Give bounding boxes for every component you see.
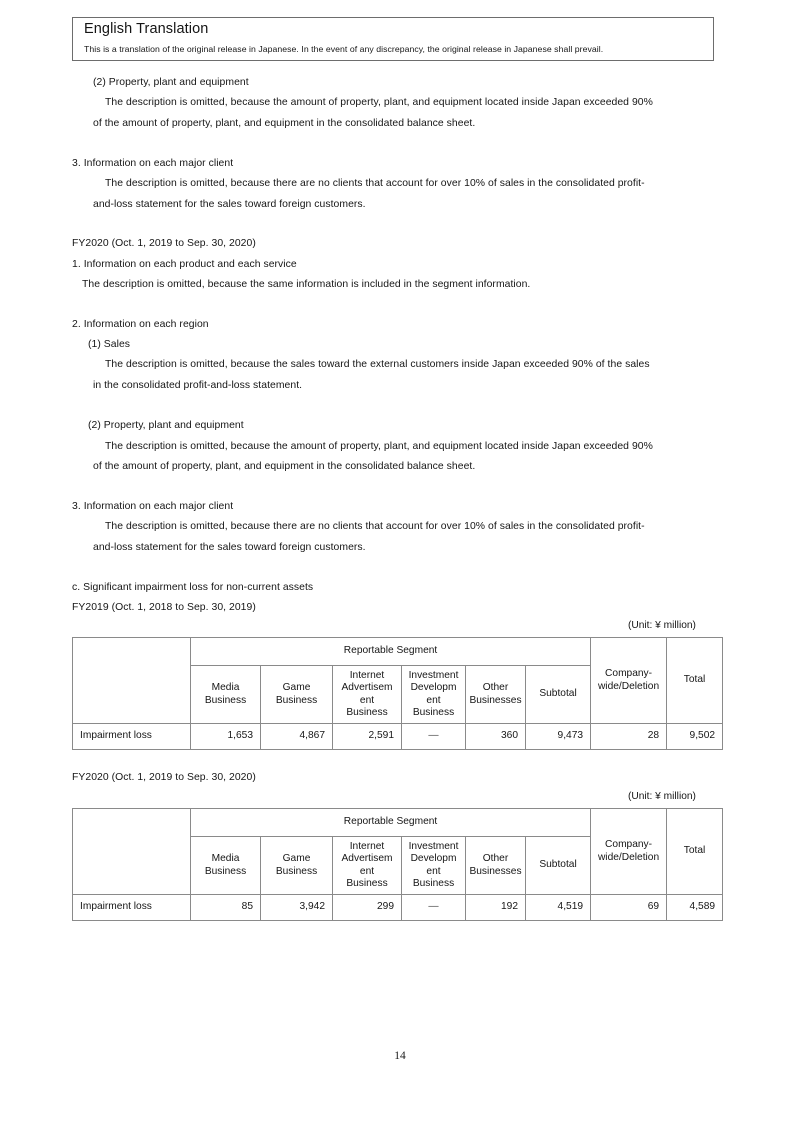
column-header-subtotal: Subtotal bbox=[526, 837, 591, 895]
company-wide-header bbox=[591, 809, 667, 895]
col-line: Business bbox=[412, 877, 455, 889]
corner-cell bbox=[73, 638, 191, 724]
english-translation-notice bbox=[72, 17, 714, 61]
cell-company-wide-deletion: 28 bbox=[591, 724, 667, 750]
col-line: Game bbox=[282, 682, 311, 694]
impairment-section-heading: c. Significant impairment loss for non-current assets bbox=[72, 582, 314, 593]
cell-media-business: 85 bbox=[191, 895, 261, 921]
reportable-segment-group-header: Reportable Segment bbox=[191, 638, 591, 666]
col-line: Internet bbox=[349, 670, 385, 682]
fy2019-sec2-2-line1: The description is omitted, because the amount of property, plant, and equipment located inside Japan exceeded 90% bbox=[105, 97, 653, 108]
reportable-segment-group-header: Reportable Segment bbox=[191, 809, 591, 837]
column-header-media-business bbox=[191, 666, 261, 724]
company-wide-header-line-2: wide/Deletion bbox=[597, 680, 660, 692]
column-header-internet-advertisement-business bbox=[333, 837, 402, 895]
fy2019-sec2-2-heading: (2) Property, plant and equipment bbox=[93, 77, 249, 88]
col-line: Media bbox=[211, 682, 240, 694]
col-line: Business bbox=[204, 694, 247, 706]
cell-internet-advertisement-business: 299 bbox=[333, 895, 402, 921]
fy2020-sec3-line1: The description is omitted, because there are no clients that account for over 10% of sales in the consolidated profit- bbox=[105, 521, 645, 532]
row-label-impairment-loss: Impairment loss bbox=[73, 724, 191, 750]
col-line: Business bbox=[275, 694, 318, 706]
fy2020-sec1-heading: 1. Information on each product and each service bbox=[72, 259, 297, 270]
fy2020-sec2-2-line2: of the amount of property, plant, and equipment in the consolidated balance sheet. bbox=[93, 461, 476, 472]
col-line: Developm bbox=[410, 682, 457, 694]
company-wide-header-line-1: Company- bbox=[605, 839, 653, 851]
fy2020-period: FY2020 (Oct. 1, 2019 to Sep. 30, 2020) bbox=[72, 238, 256, 249]
cell-total: 9,502 bbox=[667, 724, 723, 750]
col-line: Business bbox=[275, 865, 318, 877]
fy2020-sec2-1-heading: (1) Sales bbox=[88, 339, 131, 350]
column-header-investment-development-business bbox=[402, 666, 466, 724]
notice-title: English Translation bbox=[84, 21, 209, 37]
cell-subtotal: 9,473 bbox=[526, 724, 591, 750]
col-line: Businesses bbox=[469, 694, 522, 706]
cell-investment-development-business: ― bbox=[402, 895, 466, 921]
cell-game-business: 3,942 bbox=[261, 895, 333, 921]
fy2020-sec3-heading: 3. Information on each major client bbox=[72, 501, 234, 512]
column-header-investment-development-business bbox=[402, 837, 466, 895]
col-line: Internet bbox=[349, 841, 385, 853]
cell-subtotal: 4,519 bbox=[526, 895, 591, 921]
fy2019-table-period: FY2019 (Oct. 1, 2018 to Sep. 30, 2019) bbox=[72, 602, 256, 613]
col-line: Investment bbox=[408, 841, 459, 853]
fy2020-sec2-heading: 2. Information on each region bbox=[72, 319, 209, 330]
col-line: Developm bbox=[410, 853, 457, 865]
row-label-impairment-loss: Impairment loss bbox=[73, 895, 191, 921]
table-header-row-group bbox=[73, 809, 723, 837]
column-header-game-business bbox=[261, 666, 333, 724]
column-header-other-businesses bbox=[466, 666, 526, 724]
column-header-media-business bbox=[191, 837, 261, 895]
corner-cell bbox=[73, 809, 191, 895]
col-line: Businesses bbox=[469, 865, 522, 877]
company-wide-header bbox=[591, 638, 667, 724]
cell-game-business: 4,867 bbox=[261, 724, 333, 750]
page-number: 14 bbox=[394, 1050, 406, 1062]
fy2020-table-period: FY2020 (Oct. 1, 2019 to Sep. 30, 2020) bbox=[72, 772, 256, 783]
notice-subtitle: This is a translation of the original release in Japanese. In the event of any discrepancy, the original release in Japanese shall prevail. bbox=[84, 44, 604, 54]
fy2020-sec2-2-line1: The description is omitted, because the amount of property, plant, and equipment located inside Japan exceeded 90% bbox=[105, 441, 653, 452]
col-line: Other bbox=[482, 682, 509, 694]
column-header-internet-advertisement-business bbox=[333, 666, 402, 724]
total-header: Total bbox=[667, 638, 723, 724]
col-line: Business bbox=[346, 706, 388, 718]
fy2019-sec3-line1: The description is omitted, because there are no clients that account for over 10% of sales in the consolidated profit- bbox=[105, 178, 645, 189]
col-line: Media bbox=[211, 853, 240, 865]
col-line: Game bbox=[282, 853, 311, 865]
fy2019-unit-label: (Unit: ¥ million) bbox=[628, 620, 696, 631]
col-line: ent bbox=[426, 865, 441, 877]
column-header-game-business bbox=[261, 837, 333, 895]
fy2020-sec2-1-line2: in the consolidated profit-and-loss statement. bbox=[93, 380, 303, 391]
col-line: ent bbox=[359, 694, 375, 706]
col-line: Advertisem bbox=[341, 682, 393, 694]
table-header-row-group bbox=[73, 638, 723, 666]
fy2020-sec1-line1: The description is omitted, because the same information is included in the segment information. bbox=[82, 279, 531, 290]
fy2020-sec2-2-heading: (2) Property, plant and equipment bbox=[88, 420, 244, 431]
cell-other-businesses: 192 bbox=[466, 895, 526, 921]
table-row bbox=[73, 895, 723, 921]
fy2020-sec3-line2: and-loss statement for the sales toward foreign customers. bbox=[93, 542, 366, 553]
col-line: ent bbox=[359, 865, 375, 877]
cell-internet-advertisement-business: 2,591 bbox=[333, 724, 402, 750]
company-wide-header-line-1: Company- bbox=[605, 668, 653, 680]
fy2019-impairment-table bbox=[72, 637, 723, 750]
cell-media-business: 1,653 bbox=[191, 724, 261, 750]
table-row bbox=[73, 724, 723, 750]
col-line: Advertisem bbox=[341, 853, 393, 865]
col-line: Investment bbox=[408, 670, 459, 682]
total-header: Total bbox=[667, 809, 723, 895]
cell-total: 4,589 bbox=[667, 895, 723, 921]
cell-company-wide-deletion: 69 bbox=[591, 895, 667, 921]
fy2020-impairment-table bbox=[72, 808, 723, 921]
fy2020-unit-label: (Unit: ¥ million) bbox=[628, 791, 696, 802]
company-wide-header-line-2: wide/Deletion bbox=[597, 851, 660, 863]
col-line: Business bbox=[346, 877, 388, 889]
col-line: ent bbox=[426, 694, 441, 706]
column-header-subtotal: Subtotal bbox=[526, 666, 591, 724]
cell-investment-development-business: ― bbox=[402, 724, 466, 750]
column-header-other-businesses bbox=[466, 837, 526, 895]
col-line: Other bbox=[482, 853, 509, 865]
col-line: Business bbox=[204, 865, 247, 877]
fy2019-sec3-heading: 3. Information on each major client bbox=[72, 158, 234, 169]
fy2020-sec2-1-line1: The description is omitted, because the sales toward the external customers inside Japan exceeded 90% of the sales bbox=[105, 359, 650, 370]
fy2019-sec3-line2: and-loss statement for the sales toward foreign customers. bbox=[93, 199, 366, 210]
col-line: Business bbox=[412, 706, 455, 718]
cell-other-businesses: 360 bbox=[466, 724, 526, 750]
fy2019-sec2-2-line2: of the amount of property, plant, and equipment in the consolidated balance sheet. bbox=[93, 118, 476, 129]
